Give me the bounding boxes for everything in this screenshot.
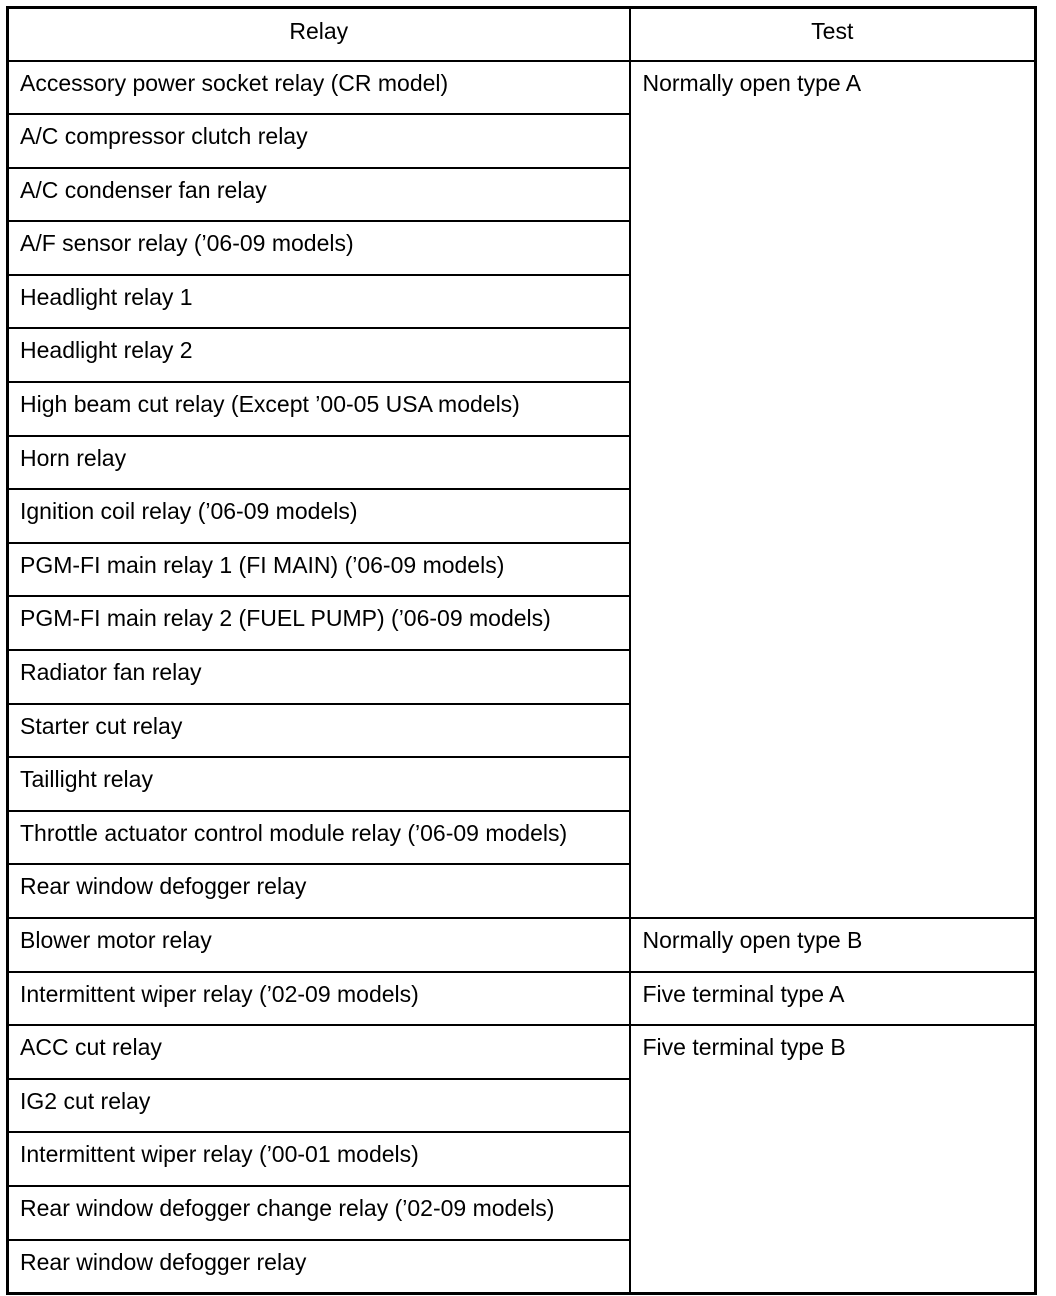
relay-name-cell: Rear window defogger relay [8, 1240, 630, 1294]
relay-name-cell: Headlight relay 2 [8, 328, 630, 382]
relay-name-cell: IG2 cut relay [8, 1079, 630, 1133]
relay-column-header: Relay [8, 8, 630, 61]
relay-name-cell: Taillight relay [8, 757, 630, 811]
relay-name-cell: ACC cut relay [8, 1025, 630, 1079]
table-row [8, 972, 1036, 1026]
table-row [8, 918, 1036, 972]
test-type-cell: Normally open type A [630, 61, 1036, 919]
relay-name-cell: High beam cut relay (Except ’00-05 USA models) [8, 382, 630, 436]
relay-name-cell: Ignition coil relay (’06-09 models) [8, 489, 630, 543]
test-type-cell: Five terminal type B [630, 1025, 1036, 1293]
relay-name-cell: Intermittent wiper relay (’00-01 models) [8, 1132, 630, 1186]
test-type-cell: Normally open type B [630, 918, 1036, 972]
table-body [8, 61, 1036, 1294]
relay-test-table [6, 6, 1037, 1295]
relay-name-cell: Rear window defogger change relay (’02-09 models) [8, 1186, 630, 1240]
table-row [8, 61, 1036, 115]
relay-name-cell: A/F sensor relay (’06-09 models) [8, 221, 630, 275]
test-column-header: Test [630, 8, 1036, 61]
relay-name-cell: Throttle actuator control module relay (’06-09 models) [8, 811, 630, 865]
relay-name-cell: Intermittent wiper relay (’02-09 models) [8, 972, 630, 1026]
relay-name-cell: Blower motor relay [8, 918, 630, 972]
relay-name-cell: Horn relay [8, 436, 630, 490]
relay-name-cell: Starter cut relay [8, 704, 630, 758]
header-row [8, 8, 1036, 61]
relay-name-cell: A/C compressor clutch relay [8, 114, 630, 168]
table-header [8, 8, 1036, 61]
relay-name-cell: PGM-FI main relay 2 (FUEL PUMP) (’06-09 models) [8, 596, 630, 650]
relay-name-cell: Accessory power socket relay (CR model) [8, 61, 630, 115]
relay-name-cell: Headlight relay 1 [8, 275, 630, 329]
table-row [8, 1025, 1036, 1079]
test-type-cell: Five terminal type A [630, 972, 1036, 1026]
relay-name-cell: A/C condenser fan relay [8, 168, 630, 222]
relay-name-cell: Rear window defogger relay [8, 864, 630, 918]
relay-name-cell: Radiator fan relay [8, 650, 630, 704]
relay-name-cell: PGM-FI main relay 1 (FI MAIN) (’06-09 models) [8, 543, 630, 597]
